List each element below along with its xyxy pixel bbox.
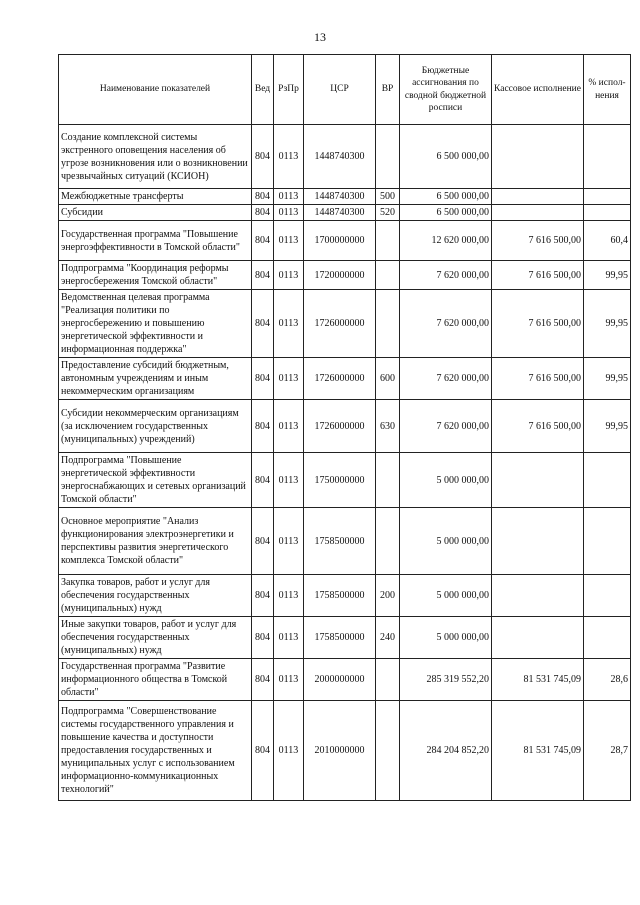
row-name: Субсидии xyxy=(59,205,252,221)
table-row xyxy=(59,575,631,617)
row-percent xyxy=(584,575,631,617)
table-row xyxy=(59,290,631,358)
row-vr xyxy=(376,701,400,801)
row-assignment: 7 620 000,00 xyxy=(400,400,492,453)
row-ved: 804 xyxy=(252,205,274,221)
row-rzpr: 0113 xyxy=(274,701,304,801)
row-assignment: 285 319 552,20 xyxy=(400,659,492,701)
row-name: Государственная программа "Повышение энергоэффективности в Томской области" xyxy=(59,221,252,261)
row-cash-execution: 81 531 745,09 xyxy=(492,701,584,801)
row-csr: 2000000000 xyxy=(304,659,376,701)
row-name: Закупка товаров, работ и услуг для обеспечения государственных (муниципальных) нужд xyxy=(59,575,252,617)
header-percent: % испол-нения xyxy=(584,55,631,125)
row-ved: 804 xyxy=(252,358,274,400)
row-ved: 804 xyxy=(252,453,274,508)
row-rzpr: 0113 xyxy=(274,575,304,617)
row-vr xyxy=(376,290,400,358)
row-name: Предоставление субсидий бюджетным, автономным учреждениям и иным некоммерческим организациям xyxy=(59,358,252,400)
row-ved: 804 xyxy=(252,189,274,205)
row-cash-execution xyxy=(492,508,584,575)
row-name: Иные закупки товаров, работ и услуг для обеспечения государственных (муниципальных) нужд xyxy=(59,617,252,659)
row-assignment: 6 500 000,00 xyxy=(400,189,492,205)
row-percent: 99,95 xyxy=(584,290,631,358)
row-name: Создание комплексной системы экстренного оповещения населения об угрозе возникновения или о возникновении чрезвычайных ситуаций (КСИОН) xyxy=(59,125,252,189)
row-vr xyxy=(376,453,400,508)
row-cash-execution: 7 616 500,00 xyxy=(492,358,584,400)
row-csr: 2010000000 xyxy=(304,701,376,801)
row-vr xyxy=(376,261,400,290)
row-assignment: 7 620 000,00 xyxy=(400,290,492,358)
row-vr: 500 xyxy=(376,189,400,205)
row-percent xyxy=(584,125,631,189)
row-percent: 99,95 xyxy=(584,261,631,290)
row-rzpr: 0113 xyxy=(274,400,304,453)
row-assignment: 284 204 852,20 xyxy=(400,701,492,801)
row-assignment: 7 620 000,00 xyxy=(400,358,492,400)
row-csr: 1758500000 xyxy=(304,508,376,575)
row-csr: 1726000000 xyxy=(304,290,376,358)
row-cash-execution xyxy=(492,617,584,659)
header-rzpr: РзПр xyxy=(274,55,304,125)
row-percent: 28,6 xyxy=(584,659,631,701)
row-rzpr: 0113 xyxy=(274,358,304,400)
row-csr: 1720000000 xyxy=(304,261,376,290)
row-vr: 200 xyxy=(376,575,400,617)
table-row xyxy=(59,701,631,801)
row-percent xyxy=(584,508,631,575)
row-name: Межбюджетные трансферты xyxy=(59,189,252,205)
row-cash-execution: 7 616 500,00 xyxy=(492,400,584,453)
row-assignment: 12 620 000,00 xyxy=(400,221,492,261)
row-csr: 1758500000 xyxy=(304,617,376,659)
header-csr: ЦСР xyxy=(304,55,376,125)
page-number: 13 xyxy=(314,30,326,44)
row-percent: 99,95 xyxy=(584,358,631,400)
row-percent: 99,95 xyxy=(584,400,631,453)
row-name: Государственная программа "Развитие информационного общества в Томской области" xyxy=(59,659,252,701)
table-row xyxy=(59,205,631,221)
row-name: Основное мероприятие "Анализ функционирования электроэнергетики и перспективы развития энергетического комплекса Томской области" xyxy=(59,508,252,575)
budget-table xyxy=(58,54,631,801)
row-cash-execution: 7 616 500,00 xyxy=(492,290,584,358)
row-cash-execution xyxy=(492,453,584,508)
row-csr: 1448740300 xyxy=(304,205,376,221)
row-rzpr: 0113 xyxy=(274,189,304,205)
row-cash-execution xyxy=(492,575,584,617)
row-name: Подпрограмма "Повышение энергетической эффективности энергоснабжающих и сетевых организаций Томской области" xyxy=(59,453,252,508)
row-name: Подпрограмма "Координация реформы энергосбережения Томской области" xyxy=(59,261,252,290)
row-ved: 804 xyxy=(252,221,274,261)
table-header-row xyxy=(59,55,631,125)
row-percent: 60,4 xyxy=(584,221,631,261)
row-vr: 600 xyxy=(376,358,400,400)
row-cash-execution: 81 531 745,09 xyxy=(492,659,584,701)
row-assignment: 6 500 000,00 xyxy=(400,125,492,189)
row-rzpr: 0113 xyxy=(274,125,304,189)
row-cash-execution: 7 616 500,00 xyxy=(492,221,584,261)
row-name: Ведомственная целевая программа "Реализация политики по энергосбережению и повышению энергетической эффективности и информационная поддержка" xyxy=(59,290,252,358)
row-rzpr: 0113 xyxy=(274,453,304,508)
header-cash-execution: Кассовое исполнение xyxy=(492,55,584,125)
row-csr: 1726000000 xyxy=(304,358,376,400)
row-csr: 1448740300 xyxy=(304,189,376,205)
row-name: Субсидии некоммерческим организациям (за исключением государственных (муниципальных) учреждений) xyxy=(59,400,252,453)
table-row xyxy=(59,358,631,400)
table-row xyxy=(59,659,631,701)
row-ved: 804 xyxy=(252,125,274,189)
row-rzpr: 0113 xyxy=(274,205,304,221)
row-csr: 1726000000 xyxy=(304,400,376,453)
row-rzpr: 0113 xyxy=(274,221,304,261)
table-row xyxy=(59,617,631,659)
row-assignment: 5 000 000,00 xyxy=(400,508,492,575)
row-ved: 804 xyxy=(252,261,274,290)
header-assignment: Бюджетные ассигнования по сводной бюджетной росписи xyxy=(400,55,492,125)
row-percent xyxy=(584,189,631,205)
table-row xyxy=(59,221,631,261)
row-ved: 804 xyxy=(252,290,274,358)
table-row xyxy=(59,400,631,453)
table-row xyxy=(59,508,631,575)
row-assignment: 6 500 000,00 xyxy=(400,205,492,221)
row-vr xyxy=(376,659,400,701)
row-rzpr: 0113 xyxy=(274,617,304,659)
row-csr: 1750000000 xyxy=(304,453,376,508)
row-cash-execution xyxy=(492,205,584,221)
table-row xyxy=(59,125,631,189)
row-assignment: 7 620 000,00 xyxy=(400,261,492,290)
row-csr: 1758500000 xyxy=(304,575,376,617)
row-ved: 804 xyxy=(252,659,274,701)
row-ved: 804 xyxy=(252,617,274,659)
row-vr xyxy=(376,125,400,189)
row-cash-execution xyxy=(492,125,584,189)
row-percent xyxy=(584,617,631,659)
row-rzpr: 0113 xyxy=(274,261,304,290)
row-assignment: 5 000 000,00 xyxy=(400,575,492,617)
table-row xyxy=(59,261,631,290)
row-csr: 1700000000 xyxy=(304,221,376,261)
row-ved: 804 xyxy=(252,508,274,575)
table-row xyxy=(59,189,631,205)
row-vr: 520 xyxy=(376,205,400,221)
row-ved: 804 xyxy=(252,400,274,453)
row-cash-execution xyxy=(492,189,584,205)
row-name: Подпрограмма "Совершенствование системы государственного управления и повышение качества и доступности предоставления государственных и муниципальных услуг с использованием информационно-коммуникационных технологий" xyxy=(59,701,252,801)
row-assignment: 5 000 000,00 xyxy=(400,617,492,659)
row-ved: 804 xyxy=(252,575,274,617)
row-rzpr: 0113 xyxy=(274,290,304,358)
row-vr xyxy=(376,508,400,575)
row-csr: 1448740300 xyxy=(304,125,376,189)
header-vr: ВР xyxy=(376,55,400,125)
header-ved: Вед xyxy=(252,55,274,125)
row-percent xyxy=(584,205,631,221)
row-rzpr: 0113 xyxy=(274,659,304,701)
row-percent xyxy=(584,453,631,508)
row-vr xyxy=(376,221,400,261)
row-rzpr: 0113 xyxy=(274,508,304,575)
row-assignment: 5 000 000,00 xyxy=(400,453,492,508)
row-vr: 240 xyxy=(376,617,400,659)
header-name: Наименование показателей xyxy=(59,55,252,125)
row-ved: 804 xyxy=(252,701,274,801)
row-vr: 630 xyxy=(376,400,400,453)
row-cash-execution: 7 616 500,00 xyxy=(492,261,584,290)
row-percent: 28,7 xyxy=(584,701,631,801)
table-row xyxy=(59,453,631,508)
